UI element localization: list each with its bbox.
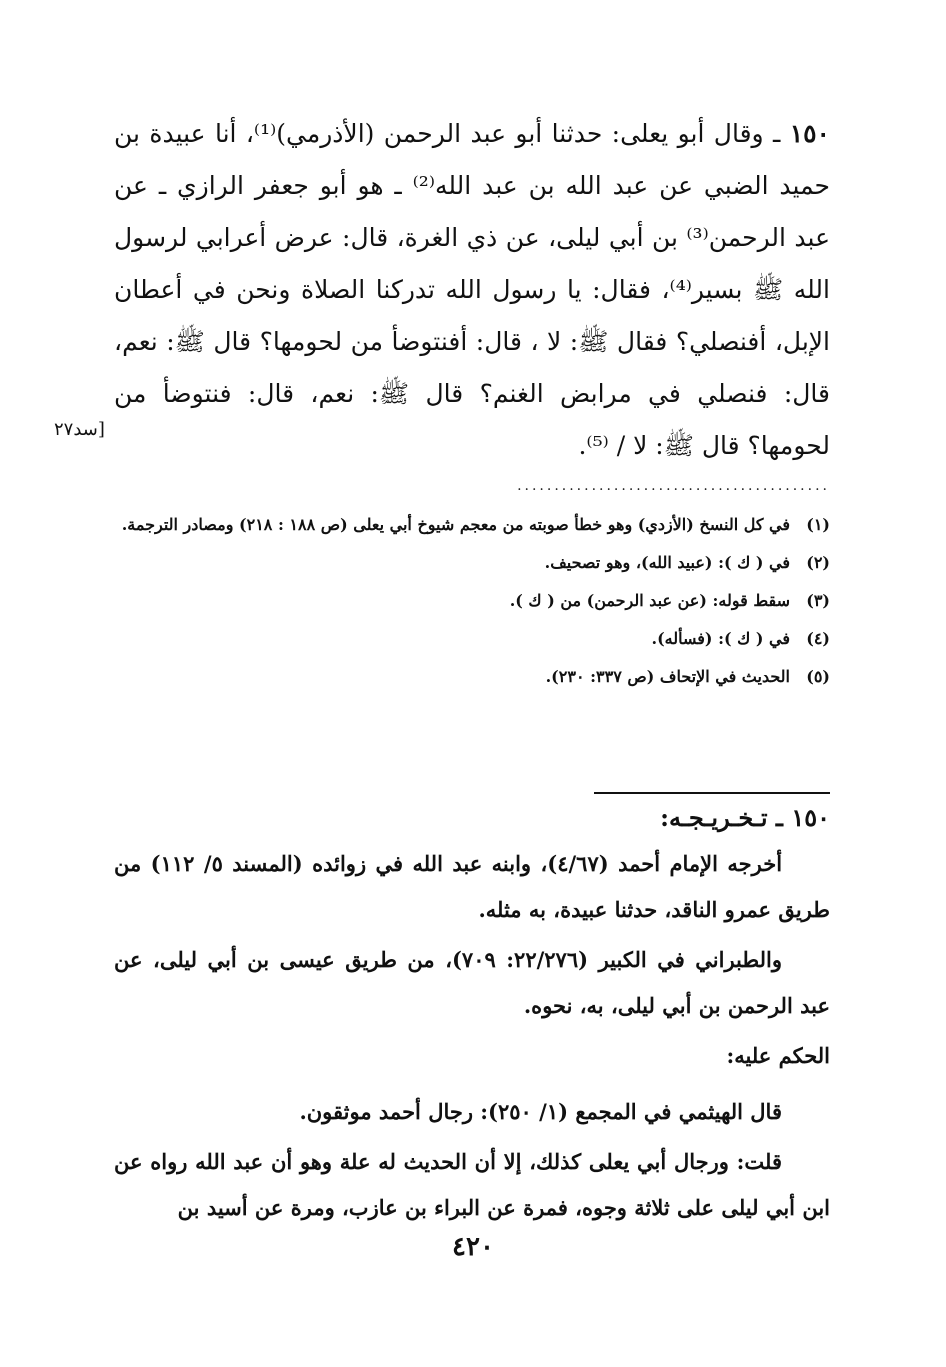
footnote-text: في ( ك ): (عبيد الله)، وهو تصحيف. xyxy=(544,553,790,572)
takhrij-paragraph: أخرجه الإمام أحمد (٤/٦٧)، وابنه عبد الله في زوائده (المسند ٥/ ١١٢) من طريق عمرو الناقد، حدثنا عبيدة، به مثله. xyxy=(114,851,830,922)
footnote-text: سقط قوله: (عن عبد الرحمن) من ( ك ). xyxy=(509,591,790,610)
footnote-number: (٣) xyxy=(806,591,830,610)
hadith-text xyxy=(54,108,830,472)
separator-dots: .......................................... xyxy=(517,478,830,494)
ruling-heading: الحكم عليه: xyxy=(726,1043,830,1068)
ruling-paragraph: قلت: ورجال أبي يعلى كذلك، إلا أن الحديث له علة وهو أن عبد الله رواه عن ابن أبي ليلى على ثلاثة وجوه، فمرة عن البراء بن عازب، ومرة عن أسيد بن xyxy=(114,1149,830,1220)
footnote-text: في كل النسخ (الأزدي) وهو خطأ صوبته من معجم شيوخ أبي يعلى (ص ١٨٨ : ٢١٨) ومصادر الترجمة. xyxy=(121,515,790,534)
page-number: ٤٢٠ xyxy=(452,1232,494,1262)
footnote-number: (٤) xyxy=(806,629,830,648)
footnote xyxy=(114,588,830,614)
footnote xyxy=(114,626,830,652)
hadith-body: ـ وقال أبو يعلى: حدثنا أبو عبد الرحمن (الأذرمي)⁽¹⁾، أنا عبيدة بن حميد الضبي عن عبد الله بن عبد الله⁽²⁾ ـ هو أبو جعفر الرازي ـ عن عبد الرحمن⁽³⁾ بن أبي ليلى، عن ذي الغرة، قال: عرض أعرابي لرسول الله ﷺ بسير⁽⁴⁾، فقال: يا رسول الله تدركنا الصلاة ونحن في أعطان الإبل، أفنصلي؟ فقال ﷺ: لا ، قال: أفنتوضأ من لحومها؟ قال ﷺ: نعم، قال: فنصلي في مرابض الغنم؟ قال ﷺ: نعم، قال: فنتوضأ من لحومها؟ قال ﷺ: لا / ⁽⁵⁾. xyxy=(114,119,830,460)
footnotes xyxy=(114,512,830,702)
section-divider xyxy=(594,792,830,794)
footnote-number: (٥) xyxy=(806,667,830,686)
margin-reference: [سد٢٧ xyxy=(54,419,105,440)
takhrij-section xyxy=(114,795,830,1235)
takhrij-paragraph: والطبراني في الكبير (٢٢/٢٧٦: ٧٠٩)، من طريق عيسى بن أبي ليلى، عن عبد الرحمن بن أبي ليلى، به، نحوه. xyxy=(114,947,830,1018)
ruling-paragraph: قال الهيثمي في المجمع (١/ ٢٥٠): رجال أحمد موثقون. xyxy=(299,1099,782,1124)
footnote xyxy=(114,550,830,576)
footnote-text: الحديث في الإتحاف (ص ٣٣٧: ٢٣٠). xyxy=(545,667,790,686)
footnote xyxy=(114,664,830,690)
footnote xyxy=(114,512,830,538)
footnote-text: في ( ك ): (فسأله). xyxy=(651,629,790,648)
hadith-number: ١٥٠ xyxy=(789,119,830,148)
footnote-number: (١) xyxy=(806,515,830,534)
takhrij-heading: ١٥٠ ـ تـخـريـجـه: xyxy=(660,803,830,832)
footnote-number: (٢) xyxy=(806,553,830,572)
